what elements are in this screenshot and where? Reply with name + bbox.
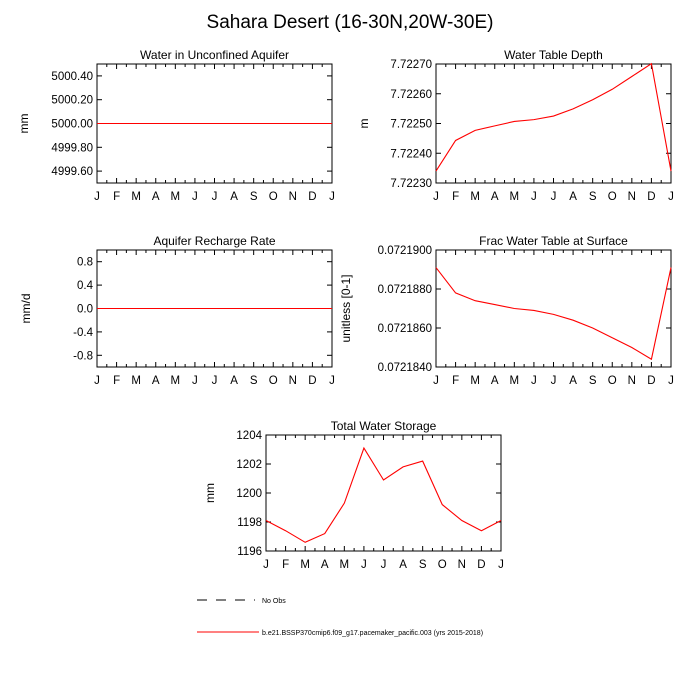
y-tick-label: -0.4 bbox=[73, 326, 93, 339]
y-tick-label: 5000.40 bbox=[51, 70, 93, 83]
data-point bbox=[592, 99, 593, 100]
data-point bbox=[312, 308, 313, 309]
x-tick-label: J bbox=[380, 559, 387, 571]
data-point bbox=[265, 520, 266, 521]
data-point bbox=[553, 115, 554, 116]
panel-title: Aquifer Recharge Rate bbox=[153, 234, 276, 248]
x-tick-label: M bbox=[170, 191, 181, 203]
panel-aquifer-recharge-rate bbox=[19, 234, 335, 387]
y-axis-label: mm bbox=[17, 113, 31, 134]
data-point bbox=[481, 530, 482, 531]
y-tick-label: 0.0721860 bbox=[377, 323, 432, 335]
x-tick-label: A bbox=[399, 559, 407, 571]
x-tick-label: D bbox=[308, 191, 317, 203]
x-tick-label: A bbox=[490, 375, 499, 387]
panel-frac-water-table-surface bbox=[339, 234, 674, 387]
data-point bbox=[363, 447, 364, 448]
x-tick-label: M bbox=[131, 375, 141, 387]
x-tick-label: J bbox=[498, 559, 504, 571]
panel-total-water-storage bbox=[203, 419, 504, 571]
x-tick-label: D bbox=[477, 559, 486, 571]
x-tick-label: F bbox=[452, 191, 460, 203]
x-tick-label: F bbox=[113, 191, 121, 203]
x-tick-label: J bbox=[211, 375, 218, 387]
panel-water-table-depth bbox=[357, 48, 674, 203]
legend bbox=[197, 598, 483, 637]
data-point bbox=[292, 308, 293, 309]
y-tick-label: 5000.20 bbox=[51, 94, 93, 107]
y-tick-label: 7.72260 bbox=[390, 88, 432, 101]
data-point bbox=[422, 461, 423, 462]
data-point bbox=[442, 504, 443, 505]
data-point bbox=[214, 123, 215, 124]
x-tick-label: F bbox=[282, 559, 290, 571]
x-tick-label: O bbox=[268, 191, 278, 203]
x-tick-label: M bbox=[470, 191, 480, 203]
data-point bbox=[553, 314, 554, 315]
x-tick-label: J bbox=[433, 375, 439, 387]
data-point bbox=[514, 308, 515, 309]
x-tick-label: N bbox=[288, 375, 297, 387]
data-point bbox=[285, 530, 286, 531]
x-tick-label: S bbox=[249, 191, 258, 203]
data-point bbox=[455, 292, 456, 293]
x-tick-label: J bbox=[550, 375, 557, 387]
y-tick-label: 7.72250 bbox=[390, 118, 432, 131]
x-tick-label: D bbox=[647, 191, 656, 203]
data-point bbox=[383, 479, 384, 480]
data-point bbox=[592, 327, 593, 328]
data-point bbox=[312, 123, 313, 124]
y-tick-label: 7.72240 bbox=[390, 148, 432, 161]
data-point bbox=[651, 63, 652, 64]
data-point bbox=[253, 308, 254, 309]
data-point bbox=[116, 123, 117, 124]
legend-model-label: b.e21.BSSP370cmip6.f09_g17.pacemaker_pacific.003 (yrs 2015-2018) bbox=[262, 630, 484, 637]
data-point bbox=[292, 123, 293, 124]
data-point bbox=[612, 337, 613, 338]
x-tick-label: J bbox=[531, 375, 537, 387]
data-point bbox=[175, 123, 176, 124]
y-axis-label: unitless [0-1] bbox=[339, 274, 353, 343]
y-tick-label: 0.4 bbox=[77, 280, 93, 293]
x-tick-label: J bbox=[211, 191, 218, 203]
plot-frame bbox=[266, 435, 501, 551]
x-tick-label: A bbox=[151, 375, 160, 387]
data-point bbox=[194, 308, 195, 309]
data-point bbox=[402, 466, 403, 467]
x-tick-label: J bbox=[433, 191, 439, 203]
y-tick-label: 0.0721840 bbox=[377, 362, 432, 374]
data-point bbox=[116, 308, 117, 309]
data-point bbox=[96, 123, 97, 124]
x-tick-label: M bbox=[131, 191, 141, 203]
x-tick-label: J bbox=[329, 375, 335, 387]
data-point bbox=[136, 123, 137, 124]
x-tick-label: S bbox=[249, 375, 258, 387]
x-tick-label: M bbox=[300, 559, 310, 571]
y-tick-label: 0.0721880 bbox=[377, 284, 432, 296]
data-point bbox=[214, 308, 215, 309]
x-tick-label: F bbox=[452, 375, 460, 387]
x-tick-label: O bbox=[268, 375, 278, 387]
x-tick-label: A bbox=[230, 375, 238, 387]
y-axis-label: mm bbox=[203, 483, 217, 503]
data-point bbox=[572, 320, 573, 321]
x-tick-label: J bbox=[531, 191, 537, 203]
plot-frame bbox=[436, 64, 671, 183]
x-tick-label: M bbox=[339, 559, 350, 571]
data-point bbox=[155, 308, 156, 309]
x-tick-label: S bbox=[418, 559, 427, 571]
y-tick-label: 4999.80 bbox=[51, 142, 93, 155]
x-tick-label: N bbox=[457, 559, 466, 571]
series-line bbox=[266, 448, 501, 542]
y-tick-label: 1200 bbox=[236, 488, 262, 500]
panel-title: Water in Unconfined Aquifer bbox=[140, 48, 289, 62]
x-tick-label: S bbox=[588, 375, 597, 387]
data-point bbox=[344, 503, 345, 504]
x-tick-label: F bbox=[113, 375, 121, 387]
data-point bbox=[136, 308, 137, 309]
y-tick-label: -0.8 bbox=[73, 350, 93, 363]
x-tick-label: J bbox=[668, 191, 674, 203]
x-tick-label: J bbox=[550, 191, 557, 203]
y-tick-label: 0.0 bbox=[77, 303, 93, 316]
y-tick-label: 1196 bbox=[237, 546, 262, 558]
x-tick-label: M bbox=[470, 375, 480, 387]
data-point bbox=[273, 308, 274, 309]
data-point bbox=[233, 123, 234, 124]
x-tick-label: J bbox=[192, 191, 198, 203]
x-tick-label: O bbox=[607, 191, 617, 203]
data-point bbox=[305, 542, 306, 543]
x-tick-label: A bbox=[230, 191, 238, 203]
data-point bbox=[253, 123, 254, 124]
x-tick-label: J bbox=[361, 559, 367, 571]
page-title: Sahara Desert (16-30N,20W-30E) bbox=[206, 12, 494, 33]
data-point bbox=[461, 520, 462, 521]
data-point bbox=[572, 108, 573, 109]
data-point bbox=[631, 347, 632, 348]
data-point bbox=[233, 308, 234, 309]
panel-water-unconfined-aquifer bbox=[17, 48, 335, 203]
panel-title: Water Table Depth bbox=[504, 48, 603, 62]
x-tick-label: A bbox=[151, 191, 160, 203]
legend-obs-label: No Obs bbox=[262, 598, 286, 605]
x-tick-label: J bbox=[263, 559, 269, 571]
x-tick-label: J bbox=[192, 375, 198, 387]
x-tick-label: S bbox=[588, 191, 597, 203]
y-axis-label: mm/d bbox=[19, 293, 33, 324]
data-point bbox=[155, 123, 156, 124]
x-tick-label: N bbox=[627, 191, 636, 203]
x-tick-label: A bbox=[490, 191, 499, 203]
x-tick-label: J bbox=[94, 191, 100, 203]
x-tick-label: A bbox=[569, 191, 577, 203]
data-point bbox=[455, 140, 456, 141]
data-point bbox=[96, 308, 97, 309]
data-point bbox=[175, 308, 176, 309]
series-line bbox=[436, 268, 671, 360]
data-point bbox=[475, 300, 476, 301]
y-tick-label: 4999.60 bbox=[51, 166, 93, 179]
y-tick-label: 0.8 bbox=[77, 256, 93, 269]
data-point bbox=[612, 89, 613, 90]
data-point bbox=[494, 125, 495, 126]
x-tick-label: N bbox=[627, 375, 636, 387]
data-point bbox=[435, 171, 436, 172]
data-point bbox=[631, 76, 632, 77]
y-tick-label: 7.72230 bbox=[390, 178, 432, 190]
x-tick-label: O bbox=[607, 375, 617, 387]
x-tick-label: D bbox=[308, 375, 317, 387]
y-tick-label: 1198 bbox=[237, 517, 262, 529]
data-point bbox=[670, 267, 671, 268]
data-point bbox=[435, 267, 436, 268]
x-tick-label: J bbox=[668, 375, 674, 387]
x-tick-label: D bbox=[647, 375, 656, 387]
x-tick-label: O bbox=[437, 559, 447, 571]
panel-title: Frac Water Table at Surface bbox=[479, 234, 628, 248]
data-point bbox=[331, 123, 332, 124]
data-point bbox=[324, 533, 325, 534]
data-point bbox=[500, 520, 501, 521]
data-point bbox=[475, 130, 476, 131]
data-point bbox=[331, 308, 332, 309]
y-tick-label: 1202 bbox=[236, 459, 262, 471]
data-point bbox=[533, 119, 534, 120]
y-tick-label: 1204 bbox=[236, 430, 262, 442]
y-tick-label: 7.72270 bbox=[390, 59, 432, 71]
data-point bbox=[651, 359, 652, 360]
data-point bbox=[194, 123, 195, 124]
data-point bbox=[670, 171, 671, 172]
x-tick-label: N bbox=[288, 191, 297, 203]
y-tick-label: 0.0721900 bbox=[377, 245, 432, 257]
y-axis-label: m bbox=[357, 118, 371, 129]
data-point bbox=[494, 304, 495, 305]
y-tick-label: 5000.00 bbox=[51, 118, 93, 131]
x-tick-label: A bbox=[320, 559, 329, 571]
data-point bbox=[533, 310, 534, 311]
data-point bbox=[273, 123, 274, 124]
x-tick-label: M bbox=[170, 375, 181, 387]
panel-title: Total Water Storage bbox=[330, 419, 437, 433]
x-tick-label: J bbox=[329, 191, 335, 203]
series-line bbox=[436, 64, 671, 171]
data-point bbox=[514, 121, 515, 122]
x-tick-label: M bbox=[509, 191, 520, 203]
x-tick-label: A bbox=[569, 375, 577, 387]
x-tick-label: M bbox=[509, 375, 520, 387]
x-tick-label: J bbox=[94, 375, 100, 387]
